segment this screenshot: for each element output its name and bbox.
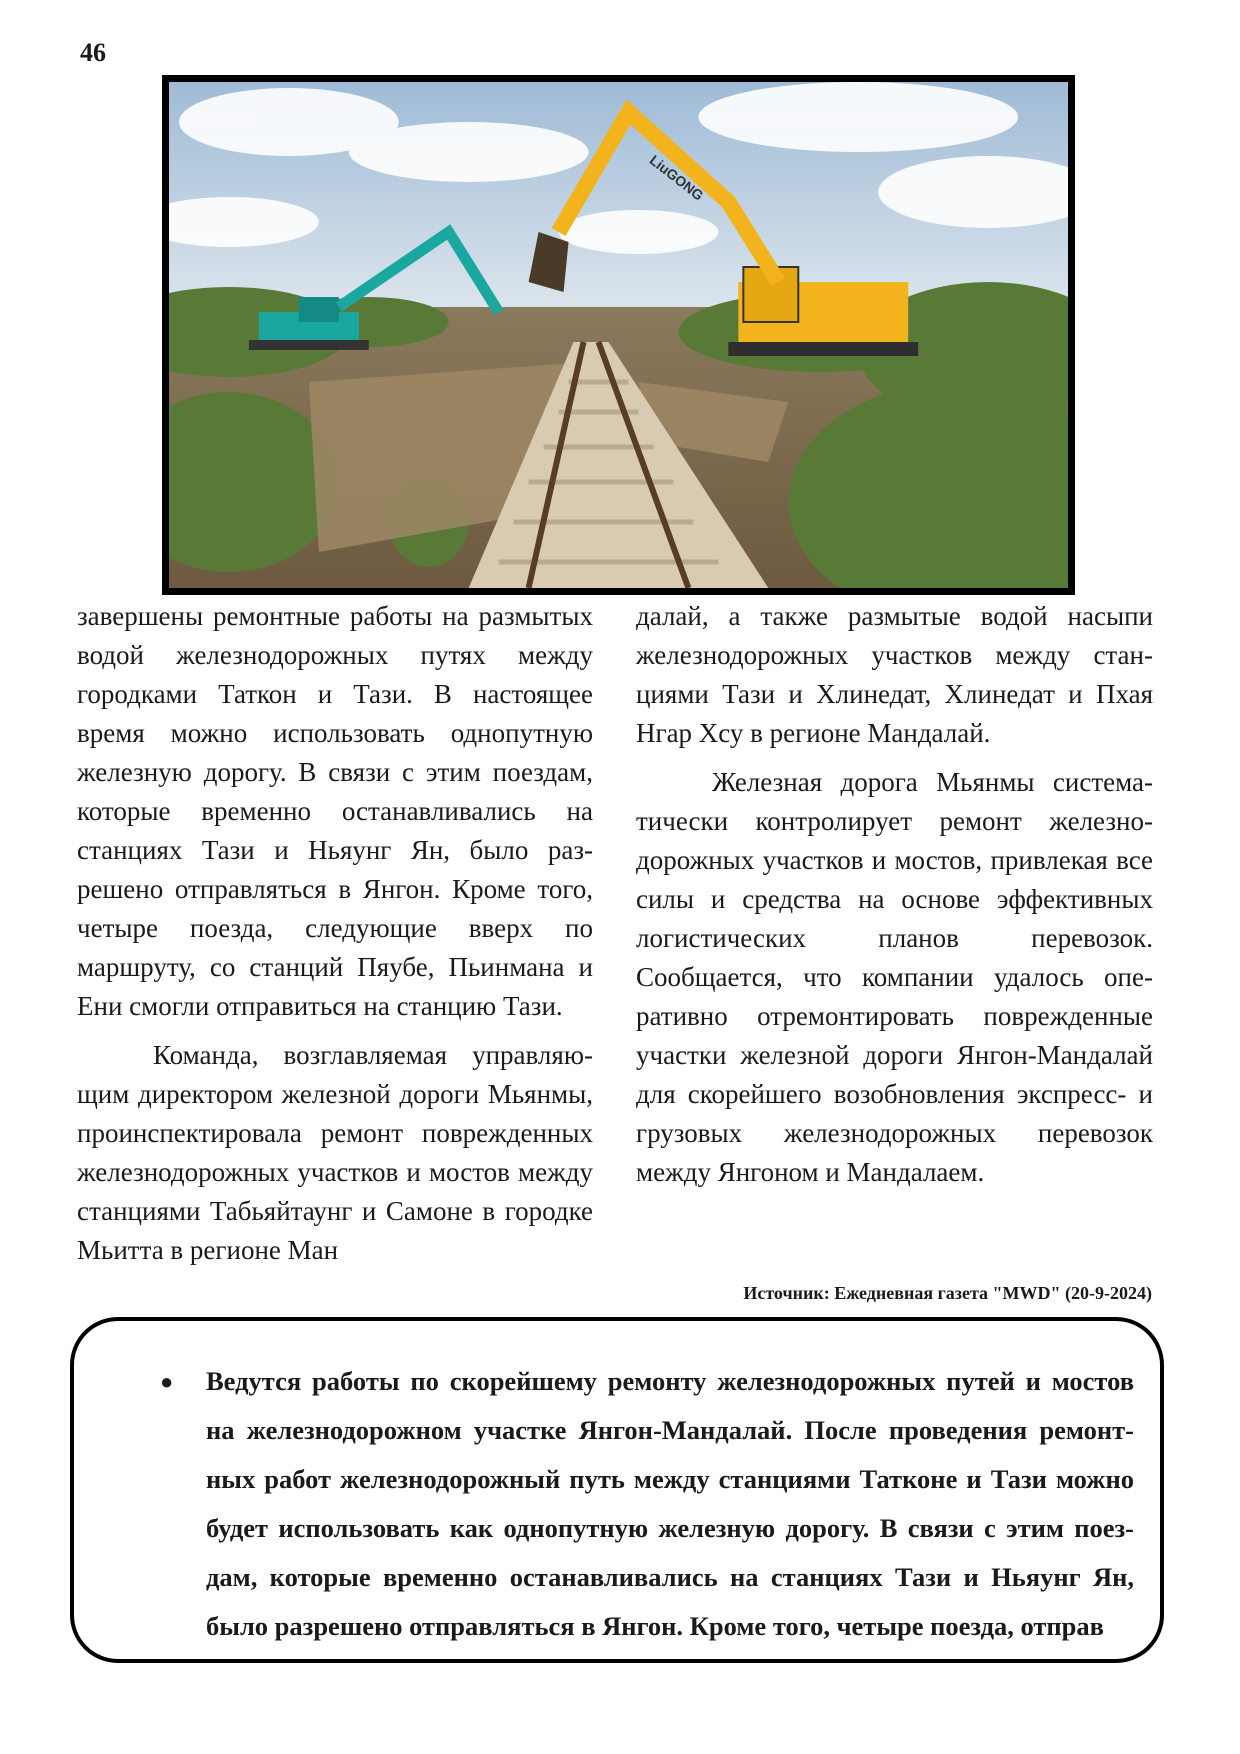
summary-item	[134, 1357, 1134, 1651]
right-paragraph-1: далай, а также размытые водой насыпи железнодорожных участков между станциями Тази и Хлинедат, Хлинедат и Пхая Нгар Хсу в регионе Мандалай.	[636, 601, 1153, 748]
summary-text: Ведутся работы по скорейшему ремонту железнодорожных путей и мостов на железнодорожном участке Янгон-Мандалай. После проведения ремонтных работ железнодорожный путь между станциями Татконе и Тази можно будет использовать как однопутную железную дорогу. В связи с этим поездам, которые временно останавливались на станциях Тази и Ньяунг Ян, было разрешено отправляться в Янгон. Кроме того, четыре поезда, отправ	[206, 1366, 1134, 1641]
summary-box	[70, 1317, 1164, 1663]
excavator-brand-label: LiuGONG	[646, 151, 707, 204]
left-column	[77, 597, 593, 1270]
summary-list	[74, 1321, 1160, 1651]
left-paragraph-2: Команда, возглавляемая управляющим директором железной дороги Мьянмы, проинспектировала ремонт поврежденных железнодорожных участков и мостов между станциями Табьяйтаунг и Самоне в городке Мьитта в регионе Ман	[77, 1040, 593, 1265]
railway-repair-photo	[162, 75, 1075, 595]
source-citation: Источник: Ежедневная газета "MWD" (20-9-2024)	[743, 1283, 1152, 1303]
page-number: 46	[80, 38, 106, 67]
right-column	[636, 597, 1153, 1192]
left-paragraph-1: завершены ремонтные работы на размытых водой железнодорожных путях между городками Таткон и Тази. В настоящее время можно использовать однопутную железную дорогу. В связи с этим поездам, которые временно останавливались на станциях Тази и Ньяунг Ян, было разрешено отправляться в Янгон. Кроме того, четыре поезда, следующие вверх по маршруту, со станций Пяубе, Пьинмана и Ени смогли отправиться на станцию Тази.	[77, 601, 593, 1021]
right-paragraph-2: Железная дорога Мьянмы систематически контролирует ремонт железнодорожных участков и мостов, привлекая все силы и средства на основе эффективных логистических планов перевозок. Сообщается, что компании удалось оперативно отремонтировать поврежденные участки железной дороги Янгон-Мандалай для скорейшего возобновления экспресс- и грузовых железнодорожных перевозок между Янгоном и Мандалаем.	[636, 767, 1153, 1187]
bullet-icon: ●	[160, 1369, 174, 1394]
